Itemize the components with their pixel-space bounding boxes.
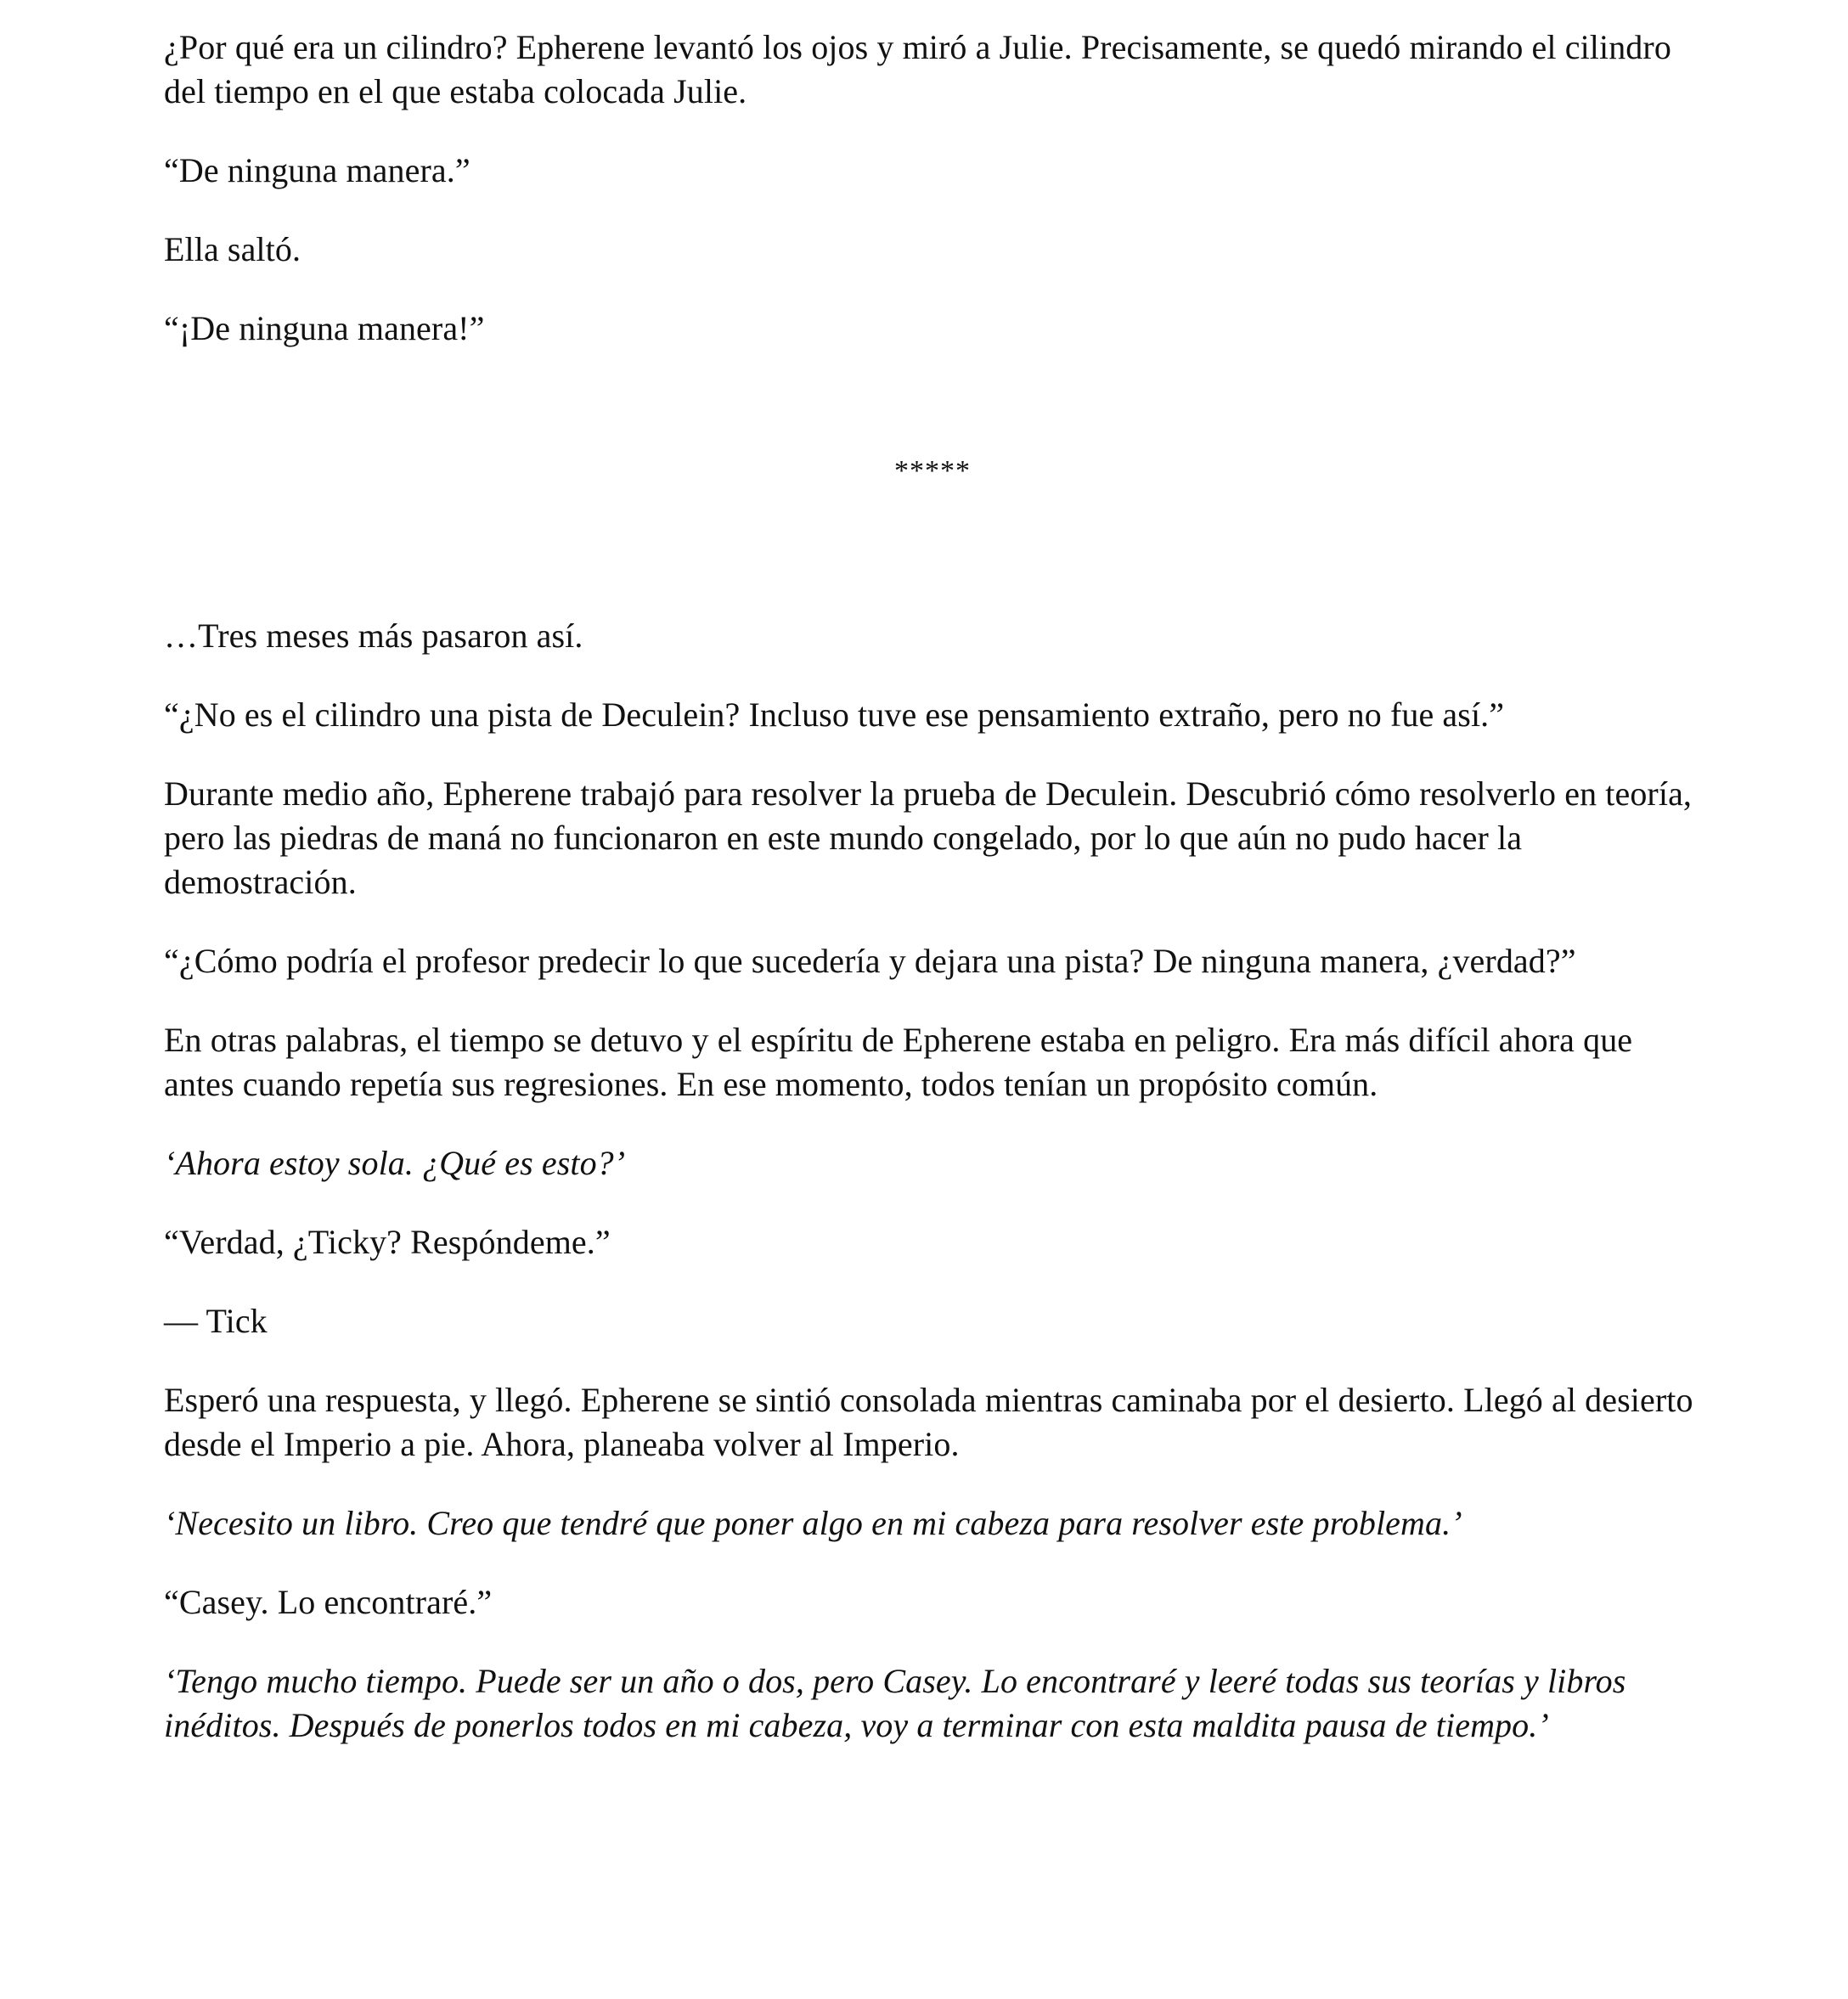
document-page [164,25,1701,1782]
paragraph: En otras palabras, el tiempo se detuvo y el espíritu de Epherene estaba en peligro. Era más difícil ahora que antes cuando repetía sus regresiones. En ese momento, todos tenían un propósito común. [164,1021,1633,1103]
paragraph: “¿No es el cilindro una pista de Deculein? Incluso tuve ese pensamiento extraño, pero no fue así.” [164,695,1505,734]
paragraph: “Casey. Lo encontraré.” [164,1583,493,1621]
paragraph: Durante medio año, Epherene trabajó para resolver la prueba de Deculein. Descubrió cómo resolverlo en teoría, pero las piedras de maná no funcionaron en este mundo congelado, por lo que aún no pudo hacer la demostración. [164,774,1693,901]
paragraph: ¿Por qué era un cilindro? Epherene levantó los ojos y miró a Julie. Precisamente, se quedó mirando el cilindro del tiempo en el que estaba colocada Julie. [164,28,1671,110]
paragraph: Esperó una respuesta, y llegó. Epherene se sintió consolada mientras caminaba por el desierto. Llegó al desierto desde el Imperio a pie. Ahora, planeaba volver al Imperio. [164,1381,1693,1463]
section-spacer [164,493,1701,614]
paragraph: Ella saltó. [164,230,301,268]
italic-thought-paragraph: ‘Ahora estoy sola. ¿Qué es esto?’ [164,1144,626,1182]
paragraph: “¿Cómo podría el profesor predecir lo que sucedería y dejara una pista? De ninguna manera, ¿verdad?” [164,942,1576,980]
paragraph: “¡De ninguna manera!” [164,309,485,347]
paragraph: “De ninguna manera.” [164,151,470,189]
italic-thought-paragraph: ‘Tengo mucho tiempo. Puede ser un año o dos, pero Casey. Lo encontraré y leeré todas sus teorías y libros inéditos. Después de ponerlos todos en mi cabeza, voy a terminar con esta maldita pausa de tiempo.’ [164,1662,1626,1744]
paragraph: “Verdad, ¿Ticky? Respóndeme.” [164,1223,611,1261]
paragraph: — Tick [164,1302,268,1340]
paragraph: …Tres meses más pasaron así. [164,617,583,655]
scene-separator: ***** [894,455,971,487]
italic-thought-paragraph: ‘Necesito un libro. Creo que tendré que poner algo en mi cabeza para resolver este problema.’ [164,1504,1462,1542]
